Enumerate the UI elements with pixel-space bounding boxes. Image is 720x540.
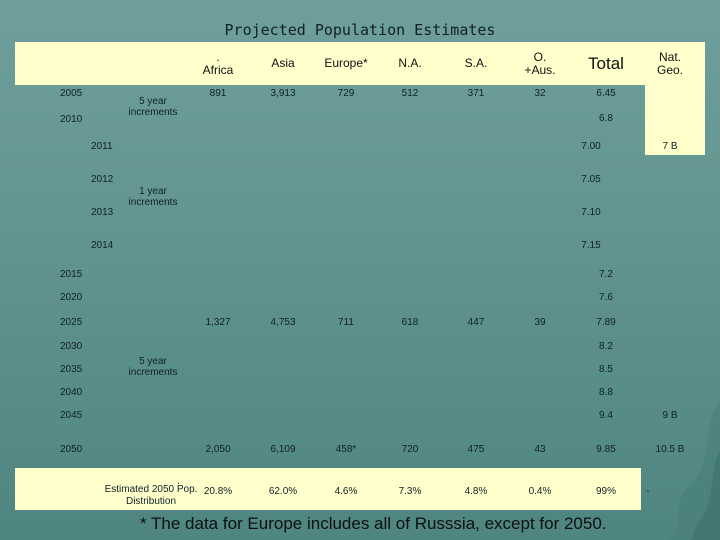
header-na: N.A. [398,56,422,70]
header-africa: . Africa [202,49,234,77]
cell-2025-total: 7.89 [596,317,616,328]
dist-oaus: 0.4% [528,486,552,497]
cell-2045-total: 9.4 [599,410,613,421]
year-2025: 2025 [60,317,83,328]
year-2012: 2012 [91,174,114,185]
dist-asia: 62.0% [268,486,298,497]
dist-total: 99% [595,486,616,497]
cell-2050-asia: 6,109 [270,444,296,455]
cell-2050-europe: 458* [335,444,357,455]
dist-sa: 4.8% [464,486,488,497]
year-2011: 2011 [91,141,113,152]
cell-2005-na: 512 [401,88,419,99]
cell-2015-total: 7.2 [599,269,613,280]
cell-2035-total: 8.5 [599,364,613,375]
year-2010: 2010 [60,114,83,125]
dist-natgeo: - [646,486,650,497]
cell-2010-total: 6.8 [599,113,613,124]
cell-2040-total: 8.8 [599,387,613,398]
cell-2025-africa: 1,327 [205,317,231,328]
cell-2005-asia: 3,913 [270,88,296,99]
cell-2020-total: 7.6 [599,292,613,303]
cell-2050-na: 720 [401,444,419,455]
increment-label-5yr-top: 5 year increments [128,96,178,118]
header-sa: S.A. [464,56,488,70]
cell-2050-total: 9.85 [596,444,616,455]
header-oaus: O. +Aus. [524,49,556,77]
distribution-label: Estimated 2050 Pop. Distribution [104,484,198,507]
page-title: Projected Population Estimates [224,21,496,39]
header-natgeo: Nat. Geo. [656,49,683,77]
dist-africa: 20.8% [203,486,233,497]
cell-2025-europe: 711 [338,317,354,328]
header-asia: Asia [271,56,295,70]
cell-2014-total: 7.15 [581,240,601,251]
cell-2005-africa: 891 [209,88,227,99]
cell-2050-oaus: 43 [534,444,546,455]
cell-2011-total: 7.00 [581,141,601,152]
cell-2013-total: 7.10 [581,207,601,218]
cell-2030-total: 8.2 [599,341,613,352]
year-2045: 2045 [60,410,83,421]
cell-2025-na: 618 [401,317,419,328]
distribution-dot: . [177,476,180,487]
cell-2005-europe: 729 [337,88,355,99]
increment-label-5yr-bottom: 5 year increments [128,356,178,378]
cell-2012-total: 7.05 [581,174,601,185]
year-2050: 2050 [60,444,83,455]
cell-2005-sa: 371 [467,88,485,99]
increment-label-1yr: 1 year increments [128,186,178,208]
year-2020: 2020 [60,292,83,303]
cell-2050-natgeo: 10.5 B [655,444,685,455]
year-2030: 2030 [60,341,83,352]
footnote: * The data for Europe includes all of Russsia, except for 2050. [140,514,607,533]
year-2005: 2005 [60,88,83,99]
cell-2005-total: 6.45 [596,88,616,99]
year-2015: 2015 [60,269,83,280]
year-2014: 2014 [91,240,114,251]
cell-2050-africa: 2,050 [205,444,231,455]
header-total: Total [588,54,624,73]
cell-2045-natgeo: 9 B [662,410,678,421]
year-2035: 2035 [60,364,83,375]
dist-europe: 4.6% [334,486,358,497]
cell-2050-sa: 475 [467,444,485,455]
header-europe: Europe* [324,56,368,70]
year-2040: 2040 [60,387,83,398]
cell-2025-oaus: 39 [534,317,546,328]
cell-2025-asia: 4,753 [270,317,296,328]
dist-na: 7.3% [398,486,422,497]
cell-2005-oaus: 32 [534,88,546,99]
cell-2025-sa: 447 [467,317,485,328]
cell-2011-natgeo: 7 B [662,141,678,152]
decorative-wave [650,390,720,540]
year-2013: 2013 [91,207,114,218]
